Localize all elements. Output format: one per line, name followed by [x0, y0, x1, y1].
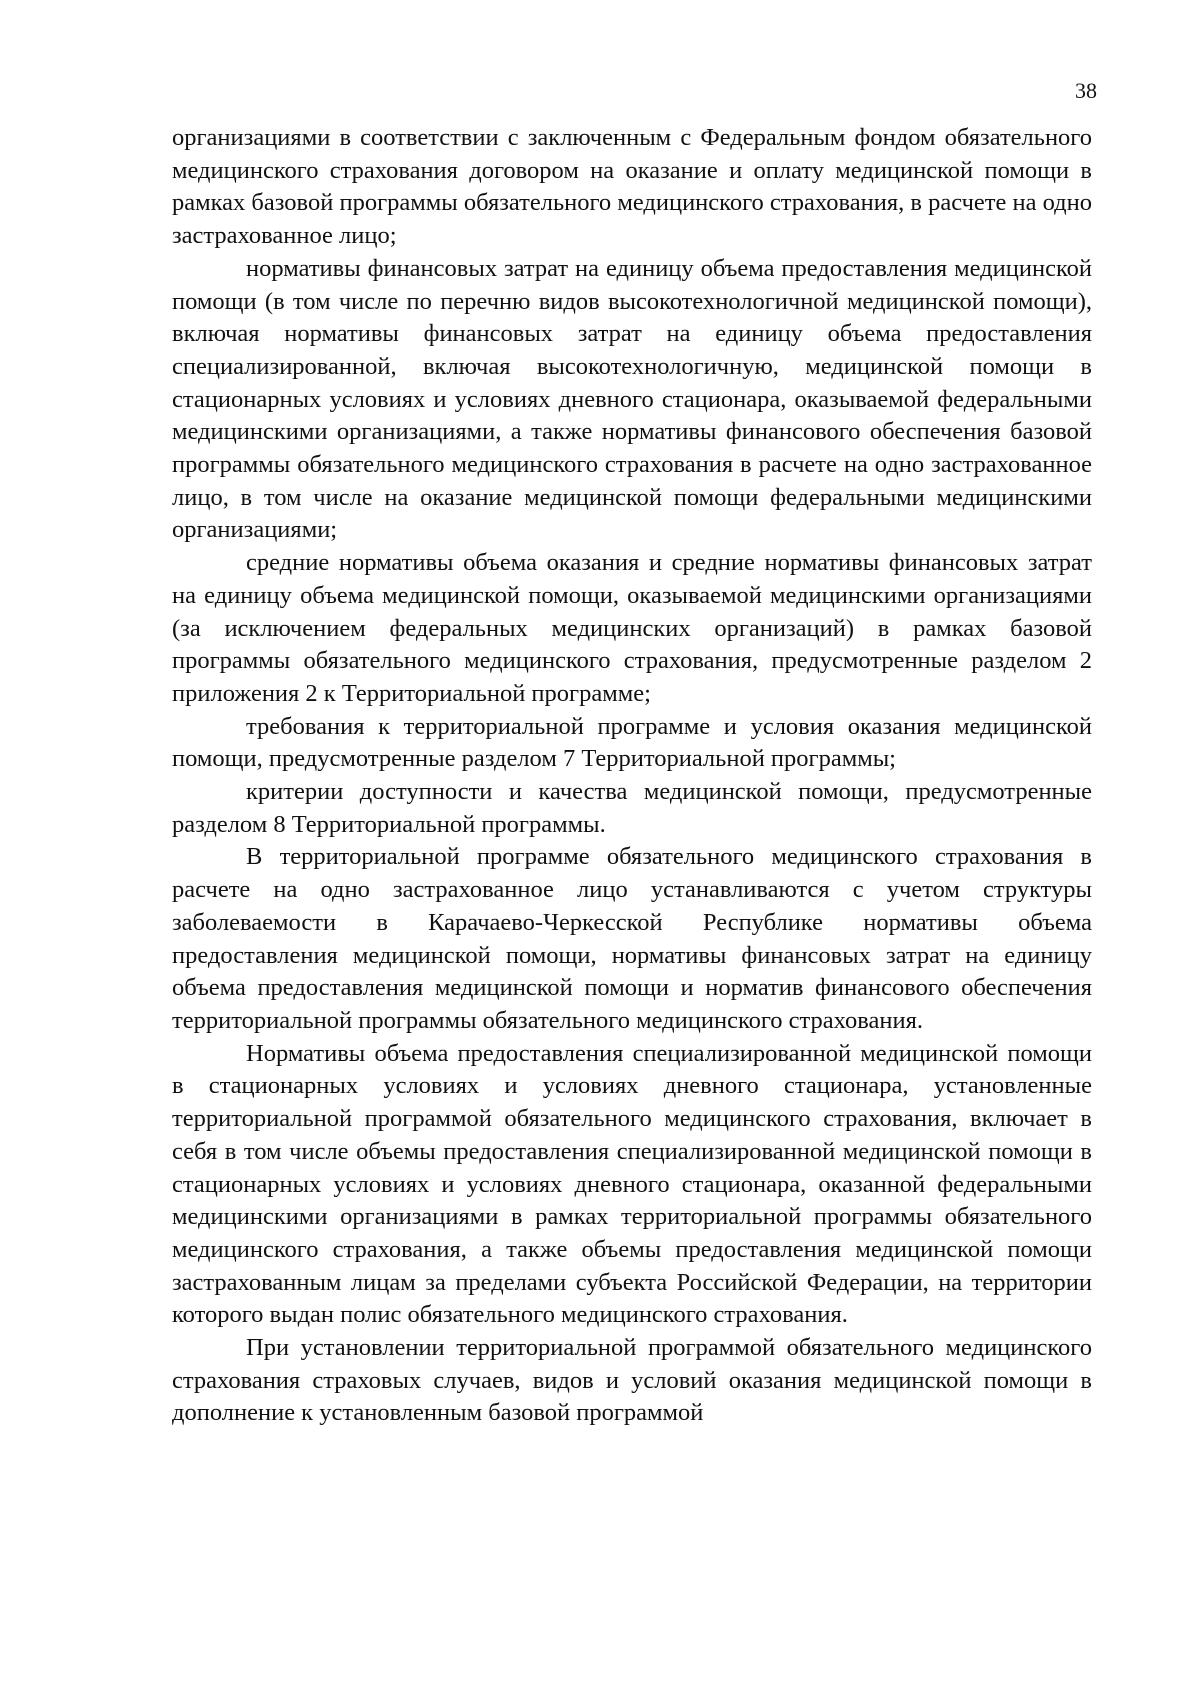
paragraph-6: В территориальной программе обязательного медицинского страхования в расчете на одно застрахованное лицо устанавливаются с учетом структуры заболеваемости в Карачаево-Черкесской Республике нормативы объема предоставления медицинской помощи, нормативы финансовых затрат на единицу объема предоставления медицинской помощи и норматив финансового обеспечения территориальной программы обязательного медицинского страхования.: [172, 843, 1092, 1034]
paragraph-5: критерии доступности и качества медицинской помощи, предусмотренные разделом 8 Территориальной программы.: [172, 778, 1092, 838]
paragraph-7: Нормативы объема предоставления специализированной медицинской помощи в стационарных условиях и условиях дневного стационара, установленные территориальной программой обязательного медицинского страхования, включает в себя в том числе объемы предоставления специализированной медицинской помощи в стационарных условиях и условиях дневного стационара, оказанной федеральными медицинскими организациями в рамках территориальной программы обязательного медицинского страхования, а также объемы предоставления медицинской помощи застрахованным лицам за пределами субъекта Российской Федерации, на территории которого выдан полис обязательного медицинского страхования.: [172, 1039, 1092, 1329]
page-number: 38: [1075, 78, 1097, 103]
paragraph-4: требования к территориальной программе и условия оказания медицинской помощи, предусмотренные разделом 7 Территориальной программы;: [172, 712, 1092, 773]
document-body: [172, 122, 1092, 1430]
paragraph-8: При установлении территориальной программой обязательного медицинского страхования страховых случаев, видов и условий оказания медицинской помощи в дополнение к установленным базовой программой: [172, 1334, 1092, 1427]
paragraph-3: средние нормативы объема оказания и средние нормативы финансовых затрат на единицу объема медицинской помощи, оказываемой медицинскими организациями (за исключением федеральных медицинских организаций) в рамках базовой программы обязательного медицинского страхования, предусмотренные разделом 2 приложения 2 к Территориальной программе;: [172, 549, 1092, 707]
paragraph-2: нормативы финансовых затрат на единицу объема предоставления медицинской помощи (в том числе по перечню видов высокотехнологичной медицинской помощи), включая нормативы финансовых затрат на единицу объема предоставления специализированной, включая высокотехнологичную, медицинской помощи в стационарных условиях и условиях дневного стационара, оказываемой федеральными медицинскими организациями, а также нормативы финансового обеспечения базовой программы обязательного медицинского страхования в расчете на одно застрахованное лицо, в том числе на оказание медицинской помощи федеральными медицинскими организациями;: [172, 254, 1092, 544]
paragraph-1-continuation: организациями в соответствии с заключенным с Федеральным фондом обязательного медицинского страхования договором на оказание и оплату медицинской помощи в рамках базовой программы обязательного медицинского страхования, в расчете на одно застрахованное лицо;: [172, 124, 1092, 250]
